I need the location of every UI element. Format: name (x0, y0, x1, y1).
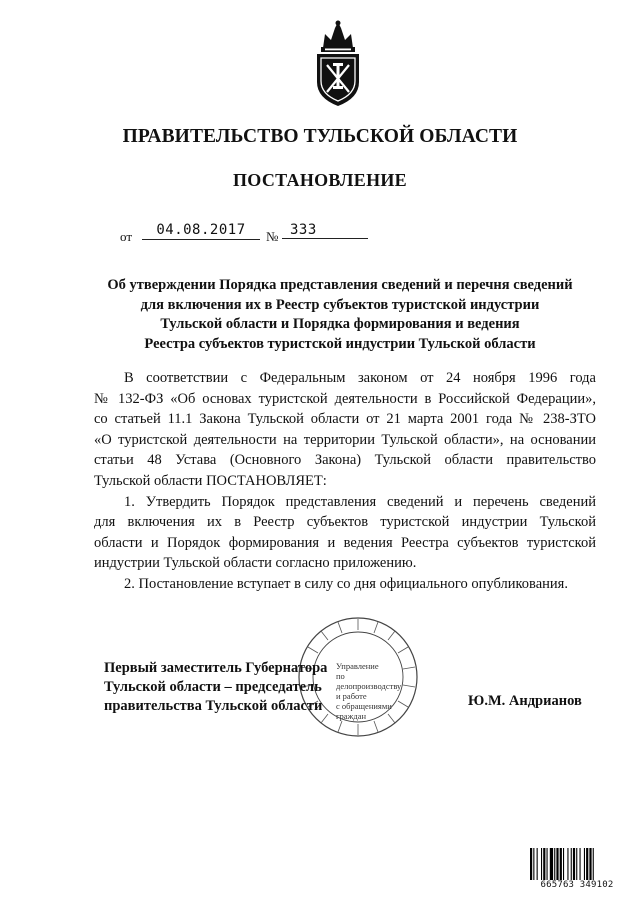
body-line: для включения их в Реестр субъектов туристской индустрии Тульской (94, 514, 596, 531)
registration-line (120, 222, 380, 246)
barcode-number: 665763 349102 (530, 880, 624, 890)
preamble-paragraph (94, 368, 596, 492)
document-body (94, 368, 596, 595)
body-line: 1. Утвердить Порядок представления сведений и перечень сведений (124, 493, 596, 510)
number-label: № (266, 229, 279, 244)
document-type-title: ПОСТАНОВЛЕНИЕ (233, 170, 407, 190)
stamp-line: Управление (336, 661, 379, 671)
subject-line: для включения их в Реестр субъектов туристской индустрии (140, 296, 540, 313)
subject-line: Тульской области и Порядка формирования и ведения (160, 316, 520, 332)
registration-number: 333 (282, 222, 368, 239)
item-1-paragraph (94, 492, 596, 574)
subject-line: Об утверждении Порядка представления сведений и перечня сведений (107, 277, 573, 293)
stamp-line: граждан (336, 711, 367, 721)
stamp-line: с обращениями (336, 701, 392, 711)
body-line: «О туристской деятельности на территории Тульской области», на основании (94, 431, 596, 448)
signatory-position-line: правительства Тульской области (104, 698, 323, 714)
signatory-position-line: Первый заместитель Губернатора (104, 660, 328, 676)
stamp-text (336, 661, 402, 721)
body-line: В соответствии с Федеральным законом от 24 ноября 1996 года (124, 370, 596, 386)
subject-line: Реестра субъектов туристской индустрии Тульской области (144, 335, 536, 352)
body-line: со статьей 11.1 Закона Тульской области от 21 марта 2001 года № 238-ЗТО (94, 411, 596, 428)
stamp-line: и работе (336, 691, 367, 701)
body-line: № 132-ФЗ «Об основах туристской деятельности в Российской Федерации», (94, 390, 596, 407)
signatory-name: Ю.М. Андрианов (468, 693, 582, 709)
tula-coat-of-arms-icon (307, 18, 369, 110)
body-line: статьи 48 Устава (Основного Закона) Тульской области правительство (94, 452, 596, 469)
body-line: 2. Постановление вступает в силу со дня официального опубликования. (124, 575, 568, 592)
date-label: от (120, 229, 133, 244)
body-line: Тульской области ПОСТАНОВЛЯЕТ: (94, 472, 327, 489)
signatory-position-line: Тульской области – председатель (104, 679, 322, 695)
signatory-position (104, 659, 327, 716)
item-2-paragraph (94, 574, 596, 595)
registration-date: 04.08.2017 (142, 222, 260, 240)
stamp-line: по делопроизводству (336, 671, 402, 691)
document-subject (70, 276, 610, 354)
government-title: ПРАВИТЕЛЬСТВО ТУЛЬСКОЙ ОБЛАСТИ (122, 126, 518, 147)
body-line: области и Порядок формирования и ведения Реестра субъектов туристской (94, 534, 596, 551)
body-line: индустрии Тульской области согласно приложению. (94, 555, 417, 572)
